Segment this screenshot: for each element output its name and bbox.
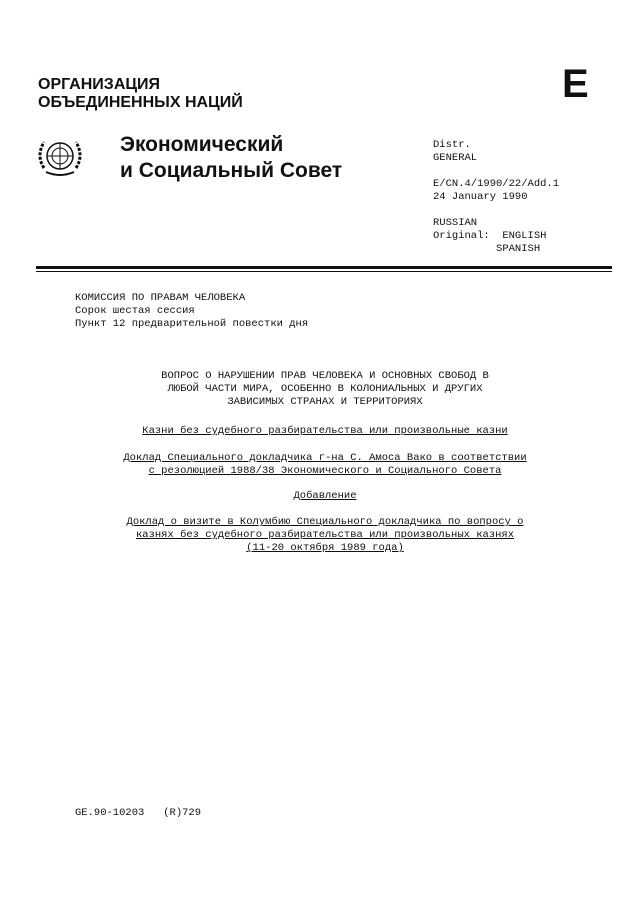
- language-letter: E: [562, 62, 589, 106]
- un-emblem-icon: [30, 132, 90, 182]
- report-title: [85, 452, 565, 478]
- council-line-1: Экономический: [120, 133, 284, 156]
- question-title: [95, 370, 555, 409]
- question-line: ВОПРОС О НАРУШЕНИИ ПРАВ ЧЕЛОВЕКА И ОСНОВНЫХ СВОБОД В: [161, 370, 489, 382]
- original-language-1: ENGLISH: [502, 230, 547, 242]
- org-line-2: ОБЪЕДИНЕННЫХ НАЦИЙ: [38, 94, 243, 111]
- agenda-meta: [75, 292, 308, 331]
- footer: [75, 807, 201, 820]
- subtitle: Казни без судебного разбирательства или произвольные казни: [142, 425, 508, 437]
- organization-name: [38, 76, 243, 112]
- report-line: с резолюцией 1988/38 Экономического и Социального Совета: [148, 465, 502, 477]
- document-symbol: E/CN.4/1990/22/Add.1: [433, 178, 560, 190]
- commission: КОМИССИЯ ПО ПРАВАМ ЧЕЛОВЕКА: [75, 292, 246, 304]
- document-date: 24 January 1990: [433, 191, 528, 203]
- visit-line: Доклад о визите в Колумбию Специального докладчика по вопросу о: [126, 516, 524, 528]
- document-language: RUSSIAN: [433, 217, 478, 229]
- visit-line: (11-20 октября 1989 года): [246, 542, 404, 554]
- distr-label: Distr.: [433, 139, 471, 151]
- footer-code: GE.90-10203: [75, 807, 145, 819]
- visit-line: казнях без судебного разбирательства или произвольных казнях: [135, 529, 515, 541]
- original-language-2: SPANISH: [496, 243, 541, 255]
- agenda-item: Пункт 12 предварительной повестки дня: [75, 318, 309, 330]
- council-name: [120, 132, 342, 184]
- org-line-1: ОРГАНИЗАЦИЯ: [38, 76, 161, 93]
- visit-report-title: [85, 516, 565, 555]
- report-line: Доклад Специального докладчика г-на С. Амоса Вако в соответствии: [123, 452, 527, 464]
- original-label: Original:: [433, 230, 490, 242]
- question-line: ЗАВИСИМЫХ СТРАНАХ И ТЕРРИТОРИЯХ: [227, 396, 423, 408]
- footer-job-number: (R)729: [163, 807, 202, 819]
- header-rule: [36, 266, 612, 269]
- distr-general: GENERAL: [433, 152, 478, 164]
- distribution-block: [433, 139, 559, 256]
- header-rule-thin: [36, 271, 612, 272]
- addendum: Добавление: [293, 490, 357, 502]
- council-line-2: и Социальный Совет: [120, 159, 343, 182]
- session: Сорок шестая сессия: [75, 305, 195, 317]
- question-line: ЛЮБОЙ ЧАСТИ МИРА, ОСОБЕННО В КОЛОНИАЛЬНЫХ И ДРУГИХ: [167, 383, 483, 395]
